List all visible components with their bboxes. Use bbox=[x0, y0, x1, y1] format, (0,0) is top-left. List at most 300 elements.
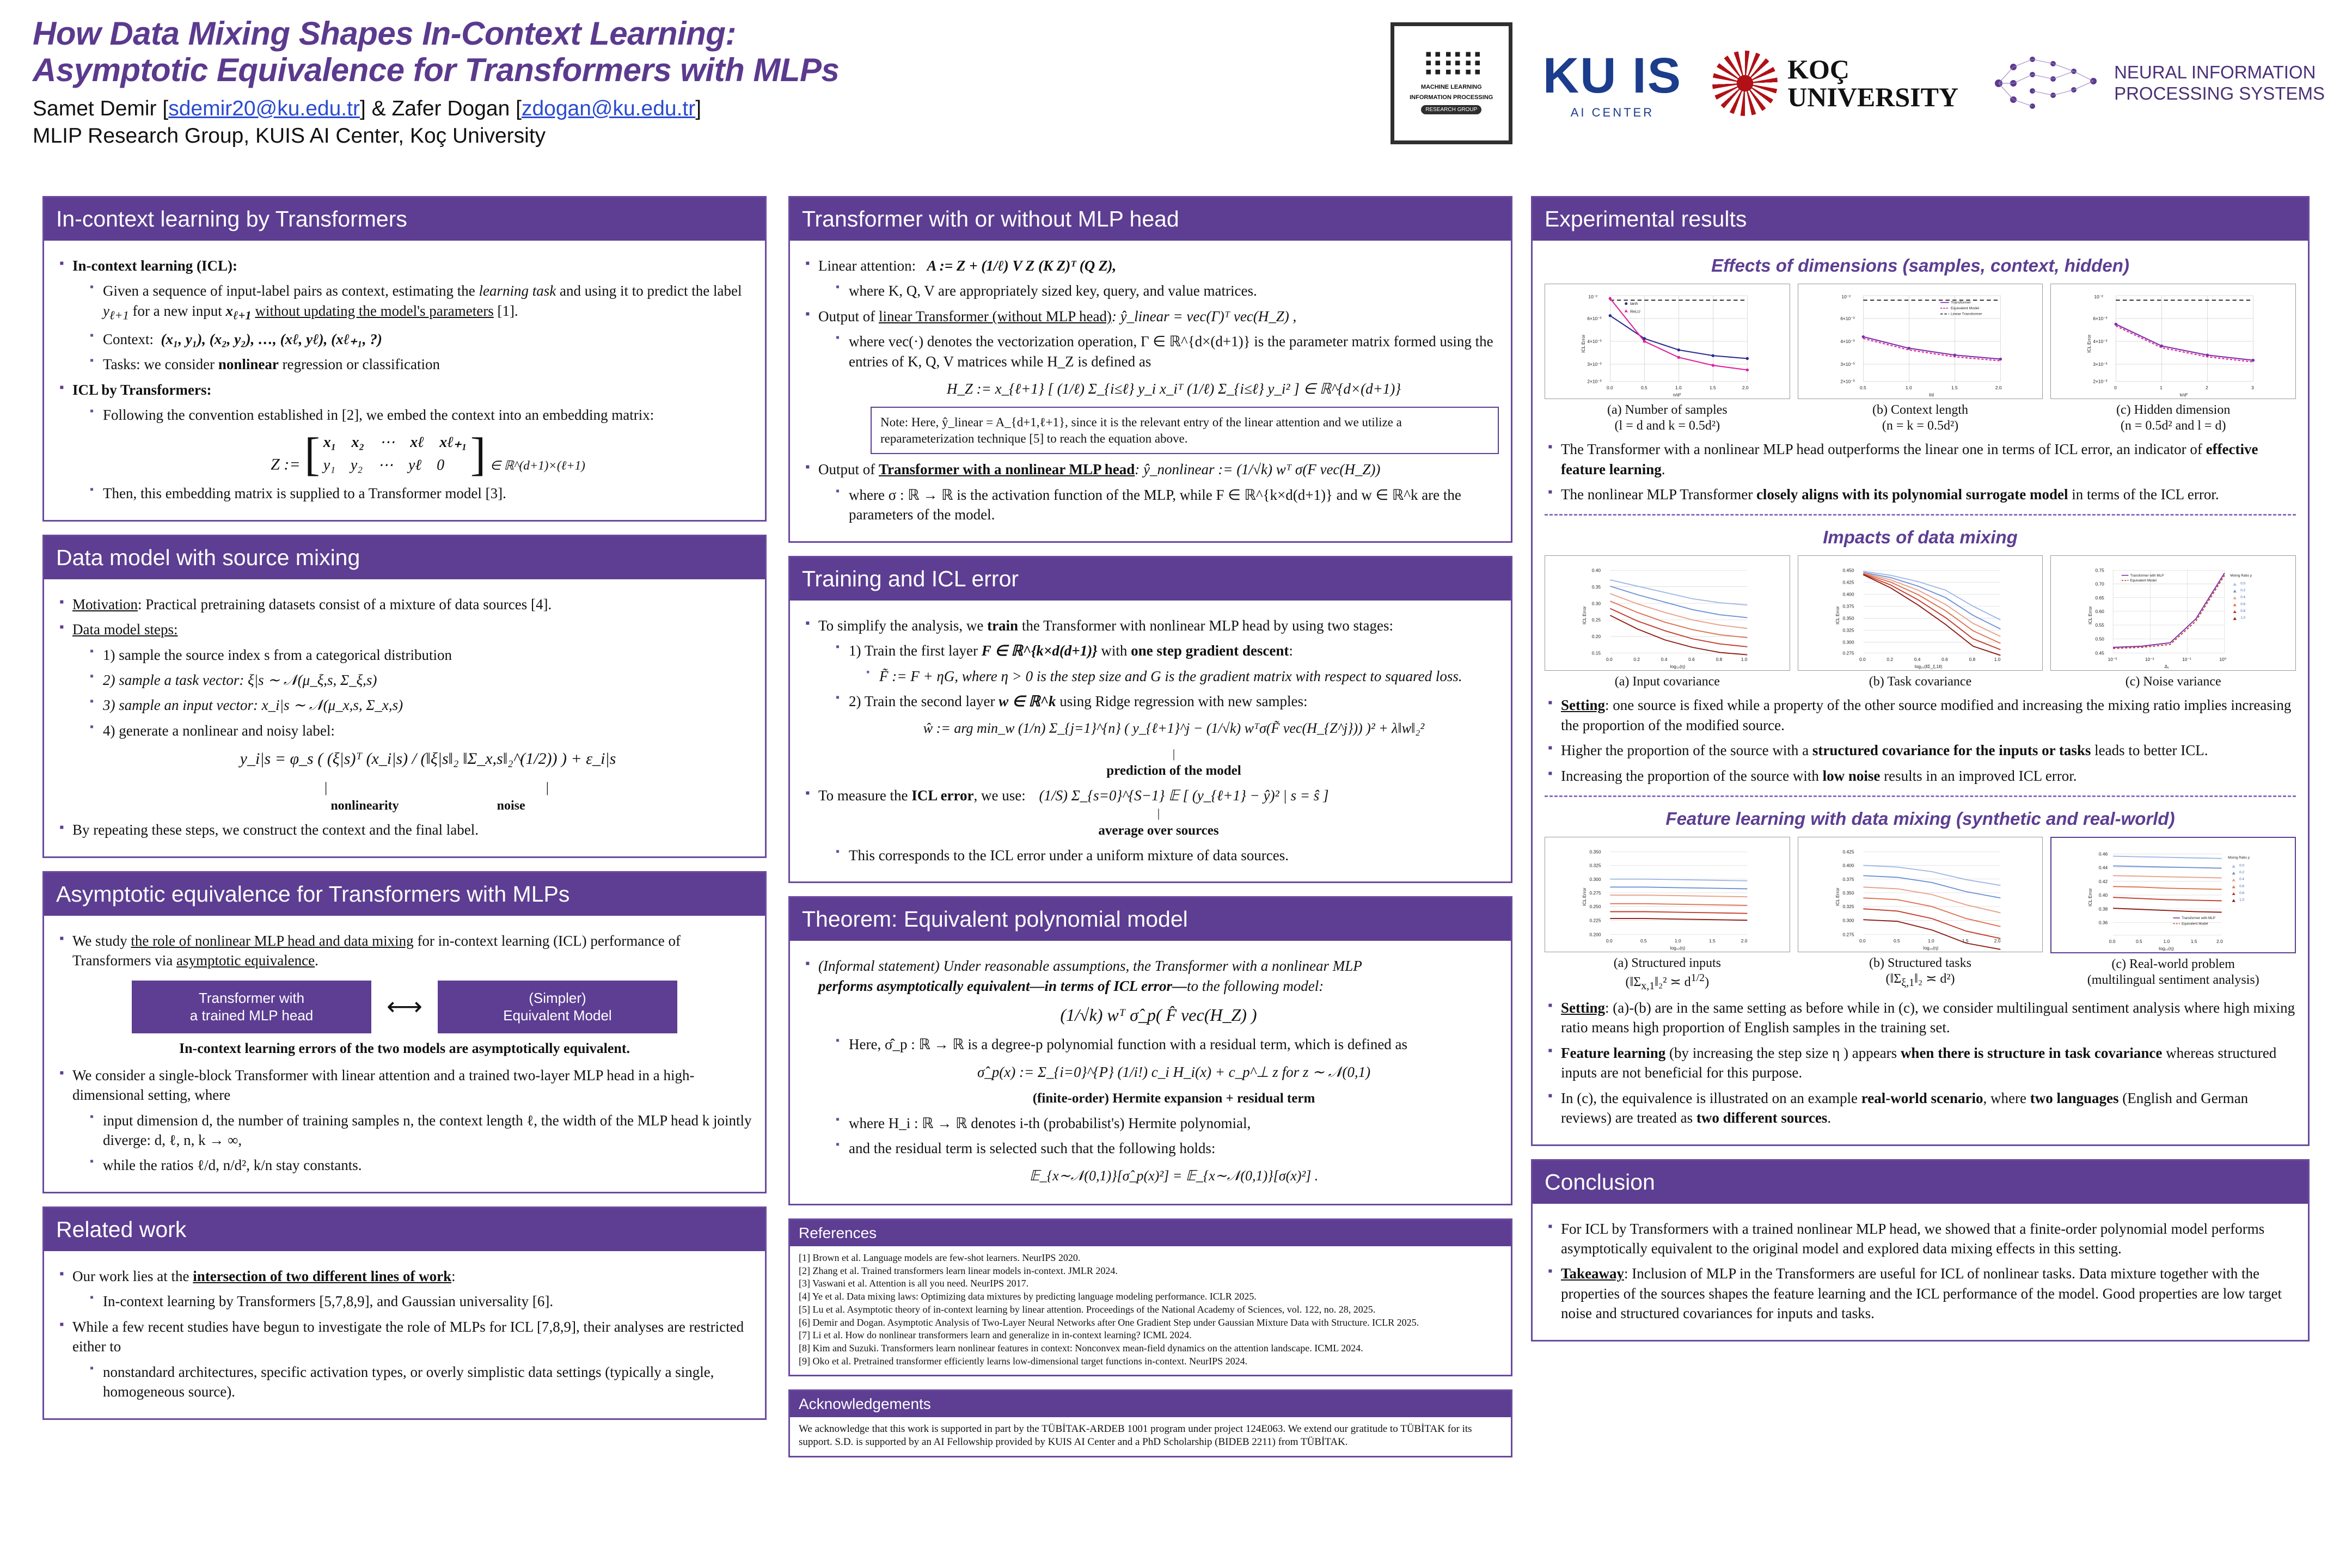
mlip-logo-line1: MACHINE LEARNING bbox=[1420, 83, 1482, 90]
svg-text:n/d²: n/d² bbox=[1673, 391, 1681, 397]
as-b1-mid: for in-context learning (ICL) performance of Transformers via bbox=[72, 932, 681, 969]
svg-text:0.375: 0.375 bbox=[1842, 876, 1854, 882]
th-eq3: 𝔼_{x∼𝒩(0,1)}[σ̂_p(x)²] = 𝔼_{x∼𝒩(0,1)}[σ(x)²] . bbox=[1029, 1167, 1319, 1184]
svg-text:3×10⁻³: 3×10⁻³ bbox=[1840, 361, 1855, 367]
svg-text:0.44: 0.44 bbox=[2099, 865, 2108, 871]
svg-text:0.5: 0.5 bbox=[1893, 938, 1900, 944]
svg-text:1.0: 1.0 bbox=[1905, 384, 1912, 390]
icl-b1a-mid: and using it to predict the label bbox=[556, 283, 742, 299]
svg-text:10⁻³: 10⁻³ bbox=[2108, 657, 2117, 663]
svg-text:0.0: 0.0 bbox=[1859, 938, 1866, 944]
fig1-title: Effects of dimensions (samples, context, hidden) bbox=[1711, 255, 2129, 275]
dm-b1: : Practical pretraining datasets consist of a mixture of data sources [4]. bbox=[138, 596, 552, 612]
ex-f2b2-bd: structured covariance for the inputs or tasks bbox=[1812, 742, 2091, 759]
tn-b2-pre: To measure the bbox=[818, 787, 912, 804]
rw-b1-pre: Our work lies at the bbox=[72, 1267, 193, 1284]
list-item bbox=[802, 460, 1499, 524]
svg-text:1.5: 1.5 bbox=[1951, 384, 1958, 390]
svg-text:6×10⁻³: 6×10⁻³ bbox=[1587, 315, 1602, 321]
dm-brace: | | bbox=[306, 779, 550, 795]
svg-text:ICL Error: ICL Error bbox=[1581, 334, 1587, 353]
list-item bbox=[56, 1317, 753, 1402]
matrix-lhs: Z := bbox=[271, 455, 301, 474]
list-item bbox=[802, 616, 1499, 780]
list-item bbox=[56, 931, 753, 971]
dm-annot-right: noise bbox=[497, 798, 525, 813]
chart-fig2b bbox=[1798, 555, 2043, 671]
ack-text: We acknowledge that this work is supported in part by the TÜBİTAK-ARDEB 1001 program under project 124E063. We extend our gratitude to TÜBİTAK for its support. S.D. is supported by an AI Fellowship provided by KUIS AI Center and a PhD Scholarship (BIDEB 2211) from TÜBİTAK. bbox=[799, 1423, 1472, 1448]
tr-b2-pre: Output of bbox=[818, 308, 879, 324]
as-b1-u: the role of nonlinear MLP head and data mixing bbox=[131, 932, 414, 949]
icl-b1: In-context learning (ICL): bbox=[72, 258, 237, 274]
svg-text:2.0: 2.0 bbox=[1742, 384, 1749, 390]
panel-conclusion bbox=[1531, 1159, 2310, 1342]
list-item: ▪ Given a sequence of input-label pairs as context, estimating the learning task and using it to predict the label $y_{\ell+1}$ for a new input $x_{\ell+1}$ without updating the model's parameters [1]. bbox=[87, 281, 753, 323]
svg-text:3×10⁻³: 3×10⁻³ bbox=[2093, 361, 2108, 367]
list-item bbox=[832, 332, 1499, 454]
svg-text:0.4: 0.4 bbox=[2239, 877, 2245, 881]
fig3b-wrap bbox=[1798, 837, 2043, 993]
svg-text:0.38: 0.38 bbox=[2099, 905, 2108, 911]
svg-text:0.46: 0.46 bbox=[2099, 851, 2108, 857]
list-item bbox=[87, 670, 753, 690]
author1-email-link[interactable]: sdemir20@ku.edu.tr bbox=[168, 97, 360, 121]
svg-text:0.15: 0.15 bbox=[1591, 650, 1601, 656]
list-item bbox=[832, 485, 1499, 525]
list-item bbox=[832, 281, 1499, 301]
th-hermite-label: (finite-order) Hermite expansion + residual term bbox=[1032, 1091, 1315, 1106]
ex-f3b3-bd2: two languages bbox=[2030, 1089, 2119, 1106]
panel-asymptotic bbox=[42, 871, 767, 1193]
koc-logo-text bbox=[1787, 56, 1958, 111]
icl-tasks-post: regression or classification bbox=[278, 356, 440, 373]
tn-s2-eq: ŵ := arg min_w (1/n) Σ_{j=1}^{n} ( y_{ℓ+1}^j − (1/√k) wᵀσ(F̃ vec(H_{Z^j})) )² + λ‖w‖₂² bbox=[923, 720, 1425, 737]
svg-text:4×10⁻³: 4×10⁻³ bbox=[2093, 338, 2108, 344]
affiliation: MLIP Research Group, KUIS AI Center, Koç University bbox=[33, 124, 546, 148]
tr-b2-u: linear Transformer (without MLP head) bbox=[879, 308, 1112, 324]
fig2a-wrap bbox=[1545, 555, 1790, 690]
svg-text:0.20: 0.20 bbox=[1591, 634, 1601, 640]
panel-theorem-body bbox=[790, 941, 1511, 1204]
dm-b3: By repeating these steps, we construct the context and the final label. bbox=[72, 822, 479, 838]
tn-pred-label: prediction of the model bbox=[1106, 763, 1241, 779]
svg-text:0.325: 0.325 bbox=[1842, 627, 1854, 633]
svg-text:0: 0 bbox=[2114, 384, 2117, 390]
poster-header bbox=[33, 15, 2325, 173]
tn-s1-pre: 1) Train the first layer bbox=[849, 642, 982, 659]
svg-text:0.8: 0.8 bbox=[2239, 891, 2245, 895]
svg-text:0.0: 0.0 bbox=[2239, 863, 2245, 867]
matrix-dim: ∈ ℝ^(d+1)×(ℓ+1) bbox=[489, 458, 585, 473]
panel-transformer-title: Transformer with or without MLP head bbox=[790, 198, 1511, 241]
panel-conclusion-body bbox=[1533, 1204, 2308, 1340]
svg-text:0.350: 0.350 bbox=[1842, 890, 1854, 896]
dm-b2-u: Data model steps: bbox=[72, 621, 178, 638]
fig3a-wrap bbox=[1545, 837, 1790, 993]
th-b1-it: (Informal statement) bbox=[818, 958, 940, 975]
list-item bbox=[832, 691, 1499, 780]
svg-text:0.8: 0.8 bbox=[1716, 657, 1723, 663]
tr-b2a: where vec(·) denotes the vectorization operation, Γ ∈ ℝ^{d×(d+1)} is the parameter matrix formed using the entries of K, Q, V matrices while H_Z is defined as bbox=[849, 333, 1493, 370]
fig3-title: Feature learning with data mixing (synthetic and real-world) bbox=[1665, 808, 2175, 829]
tr-b3-u: Transformer with a nonlinear MLP head bbox=[879, 461, 1135, 478]
svg-text:2.0: 2.0 bbox=[1994, 938, 2001, 944]
svg-text:1: 1 bbox=[2160, 384, 2163, 390]
reference-item: [2] Zhang et al. Trained transformers learn linear models in-context. JMLR 2024. bbox=[799, 1265, 1118, 1276]
dm-annot-left: nonlinearity bbox=[330, 798, 399, 813]
fig1b-caption: (b) Context length (n = k = 0.5d²) bbox=[1872, 402, 1968, 433]
rw-b2a: nonstandard architectures, specific activation types, or overly simplistic data settings (typically a single, homogeneous source). bbox=[103, 1363, 714, 1400]
tn-s2-pre: 2) Train the second layer bbox=[849, 693, 999, 710]
list-item bbox=[802, 256, 1499, 301]
list-item bbox=[56, 620, 753, 814]
svg-text:1.5: 1.5 bbox=[1962, 938, 1969, 944]
list-item bbox=[56, 595, 753, 614]
panel-references-title: References bbox=[790, 1220, 1511, 1246]
panel-data-model-title: Data model with source mixing bbox=[44, 536, 765, 579]
fig2a-caption: (a) Input covariance bbox=[1614, 674, 1720, 689]
tn-avg-label: average over sources bbox=[1098, 823, 1219, 838]
list-item bbox=[87, 695, 753, 715]
svg-text:4×10⁻³: 4×10⁻³ bbox=[1840, 338, 1855, 344]
th-b2: Here, σ̂_p : ℝ → ℝ is a degree-p polynomial function with a residual term, which is defined as bbox=[849, 1036, 1408, 1053]
as-b1-u2: asymptotic equivalence bbox=[176, 952, 315, 969]
tr-b3a: where σ : ℝ → ℝ is the activation function of the MLP, while F ∈ ℝ^{k×d(d+1)} and w ∈ ℝ^k are the parameters of the model. bbox=[849, 486, 1461, 523]
svg-text:0.275: 0.275 bbox=[1842, 932, 1854, 938]
tn-s1-post: with bbox=[1097, 642, 1131, 659]
svg-text:0.8: 0.8 bbox=[2240, 609, 2246, 613]
ex-f2b3-end: results in an improved ICL error. bbox=[1880, 767, 2077, 784]
fig2c-wrap bbox=[2050, 555, 2296, 690]
svg-text:0.225: 0.225 bbox=[1589, 917, 1601, 923]
chart-fig1a bbox=[1545, 284, 1790, 399]
list-item bbox=[56, 820, 753, 840]
tr-b2-eq: : ŷ_linear = vec(Γ)ᵀ vec(H_Z) , bbox=[1111, 308, 1297, 324]
svg-text:1.0: 1.0 bbox=[1741, 657, 1748, 663]
icl-b1a-pre: Given a sequence of input-label pairs as context, estimating the bbox=[103, 283, 479, 299]
svg-text:0.60: 0.60 bbox=[2095, 608, 2105, 614]
fig2b-wrap bbox=[1798, 555, 2043, 690]
cc-b2-bd: Takeaway bbox=[1561, 1265, 1625, 1282]
list-item bbox=[87, 329, 753, 349]
ex-f3b2-bd2: when there is structure in task covariance bbox=[1900, 1044, 2163, 1061]
list-item bbox=[87, 721, 753, 814]
list-item bbox=[863, 666, 1499, 686]
svg-text:0.275: 0.275 bbox=[1589, 890, 1601, 896]
svg-text:k/d²: k/d² bbox=[2180, 391, 2188, 397]
tn-b1-bd: train bbox=[987, 617, 1019, 634]
equiv-left-line1: Transformer with bbox=[198, 989, 305, 1006]
double-arrow-icon: ⟷ bbox=[387, 993, 422, 1021]
authors-prefix: Samet Demir [ bbox=[33, 97, 169, 121]
tn-s1-eq: F̃ := F + ηG, where η > 0 is the step size and G is the gradient matrix with respect to squared loss. bbox=[879, 667, 1462, 684]
fig1b-wrap bbox=[1798, 284, 2043, 434]
list-item bbox=[1545, 1088, 2296, 1128]
svg-text:1.0: 1.0 bbox=[2163, 938, 2170, 944]
tn-b1-pre: To simplify the analysis, we bbox=[818, 617, 988, 634]
panel-experimental-body bbox=[1533, 241, 2308, 1144]
svg-text:0.2: 0.2 bbox=[1886, 657, 1893, 663]
svg-text:tanh: tanh bbox=[1630, 301, 1638, 306]
svg-text:0.2: 0.2 bbox=[2240, 589, 2246, 593]
svg-text:Equivalent Model: Equivalent Model bbox=[2130, 579, 2157, 583]
ex-f3b2-bd: Feature learning bbox=[1561, 1044, 1666, 1061]
fig3b-caption: (b) Structured tasks ($‖\Sigma_{\xi,1}‖_2$ ≍ d²) bbox=[1869, 955, 1971, 989]
mlip-logo-line2: INFORMATION PROCESSING bbox=[1410, 94, 1493, 101]
panel-training bbox=[788, 556, 1512, 884]
list-item bbox=[1545, 1264, 2296, 1323]
svg-text:0.40: 0.40 bbox=[1591, 567, 1601, 573]
svg-text:0.450: 0.450 bbox=[1842, 567, 1854, 573]
ex-f1b1-end: . bbox=[1661, 461, 1665, 477]
ex-f2b2-pre: Higher the proportion of the source with a bbox=[1561, 742, 1812, 759]
ex-f3b1: : (a)-(b) are in the same setting as before while in (c), we consider multilingual sentiment analysis where high mixing ratio means high proportion of English samples in the training set. bbox=[1561, 999, 2295, 1036]
svg-text:0.4: 0.4 bbox=[1661, 657, 1668, 663]
dm-annot-row bbox=[103, 797, 753, 814]
svg-text:ICL Error: ICL Error bbox=[2087, 887, 2093, 906]
equivalence-diagram bbox=[56, 981, 753, 1033]
kuis-logo bbox=[1543, 47, 1682, 120]
fig3c-caption: (c) Real-world problem (multilingual sentiment analysis) bbox=[2087, 957, 2259, 987]
th-b1: Under reasonable assumptions, the Transformer with a nonlinear MLP bbox=[939, 958, 1362, 975]
list-item bbox=[56, 1266, 753, 1312]
panel-asymptotic-body bbox=[44, 916, 765, 1192]
svg-text:0.325: 0.325 bbox=[1589, 862, 1601, 868]
neurips-line1: NEURAL INFORMATION bbox=[2114, 62, 2316, 83]
svg-text:0.42: 0.42 bbox=[2099, 878, 2108, 884]
neurips-network-icon bbox=[1989, 51, 2103, 116]
svg-text:0.250: 0.250 bbox=[1589, 903, 1601, 909]
panel-icl-body bbox=[44, 241, 765, 520]
panel-conclusion-title: Conclusion bbox=[1533, 1161, 2308, 1204]
fig2-row bbox=[1545, 555, 2296, 690]
svg-text:6×10⁻³: 6×10⁻³ bbox=[2093, 315, 2108, 321]
mlip-logo bbox=[1391, 22, 1512, 144]
svg-text:log₁₀(‖Σ_ξ,1‖): log₁₀(‖Σ_ξ,1‖) bbox=[1914, 663, 1943, 669]
column-right bbox=[1531, 196, 2310, 1355]
fig2c-caption: (c) Noise variance bbox=[2125, 674, 2221, 689]
svg-text:0.5: 0.5 bbox=[2136, 938, 2143, 944]
reference-item: [3] Vaswani et al. Attention is all you need. NeurIPS 2017. bbox=[799, 1278, 1029, 1289]
svg-text:ICL Error: ICL Error bbox=[1834, 606, 1840, 624]
as-b2b: while the ratios ℓ/d, n/d², k/n stay constants. bbox=[103, 1157, 362, 1174]
th-eq1: (1/√k) wᵀ σ̂_p( F̂ vec(H_Z) ) bbox=[1060, 1005, 1257, 1025]
svg-text:Mixing Ratio ρ: Mixing Ratio ρ bbox=[2228, 855, 2250, 860]
tn-s1-math: F ∈ ℝ^{k×d(d+1)} bbox=[981, 642, 1098, 659]
ex-f1b1-bd: effective feature learning bbox=[1561, 441, 2258, 477]
icl-tasks-pre: Tasks: we consider bbox=[103, 356, 218, 373]
panel-transformer-body bbox=[790, 241, 1511, 541]
list-item bbox=[832, 1034, 1499, 1108]
panel-references bbox=[788, 1218, 1512, 1376]
equivalence-box-left bbox=[132, 981, 371, 1033]
svg-text:0.75: 0.75 bbox=[2095, 567, 2105, 573]
mlip-dots-icon: ⠿⠿⠿ bbox=[1422, 48, 1481, 84]
ex-f3b3-bd3: two different sources bbox=[1696, 1110, 1828, 1126]
svg-text:0.0: 0.0 bbox=[1606, 657, 1613, 663]
svg-text:0.4: 0.4 bbox=[1914, 657, 1921, 663]
authors-suffix: ] bbox=[695, 97, 702, 121]
panel-acknowledgements bbox=[788, 1389, 1512, 1457]
svg-text:0.5: 0.5 bbox=[1641, 384, 1647, 390]
svg-text:1.5: 1.5 bbox=[2191, 938, 2197, 944]
svg-text:3×10⁻³: 3×10⁻³ bbox=[1587, 361, 1602, 367]
th-eq2: σ̂_p(x) := Σ_{i=0}^{P} (1/i!) c_i H_i(x) + c_p^⊥ z for z ∼ 𝒩(0,1) bbox=[977, 1063, 1371, 1080]
svg-text:0.300: 0.300 bbox=[1842, 917, 1854, 923]
svg-text:2×10⁻³: 2×10⁻³ bbox=[1587, 378, 1602, 384]
svg-text:1.0: 1.0 bbox=[1674, 938, 1681, 944]
svg-text:0.6: 0.6 bbox=[2240, 602, 2246, 607]
list-item bbox=[1545, 485, 2296, 504]
svg-text:0.0: 0.0 bbox=[2240, 581, 2246, 586]
ex-f2b3-pre: Increasing the proportion of the source with bbox=[1561, 767, 1823, 784]
chart-fig2a bbox=[1545, 555, 1790, 671]
tn-avg-brace: | bbox=[1157, 806, 1160, 820]
svg-text:0.275: 0.275 bbox=[1842, 650, 1854, 656]
author2-email-link[interactable]: zdogan@ku.edu.tr bbox=[521, 97, 696, 121]
list-item bbox=[832, 1113, 1499, 1133]
th-b1-bd: performs asymptotically equivalent—in terms of ICL error— bbox=[818, 977, 1187, 994]
svg-text:4×10⁻³: 4×10⁻³ bbox=[1587, 338, 1602, 344]
list-item bbox=[802, 956, 1499, 1185]
list-item bbox=[56, 1065, 753, 1175]
svg-text:0.300: 0.300 bbox=[1589, 876, 1601, 882]
list-item: ▪ 1) Train the first layer F ∈ ℝ^{k×d(d+1)} with one step gradient descent: ▪ F̃ := F + ηG, where η > 0 is the step size and G is the gradient matrix with respect to squared loss. bbox=[832, 641, 1499, 686]
panel-training-title: Training and ICL error bbox=[790, 558, 1511, 601]
divider-2 bbox=[1545, 795, 2296, 797]
svg-text:10⁻²: 10⁻² bbox=[2094, 293, 2104, 299]
dm-s4: 4) generate a nonlinear and noisy label: bbox=[103, 722, 335, 739]
list-item bbox=[802, 307, 1499, 455]
ex-f3b3-mid: , where bbox=[1983, 1089, 2030, 1106]
dm-s2: 2) sample a task vector: ξ|s ∼ 𝒩(μ_ξ,s, Σ_ξ,s) bbox=[103, 672, 377, 689]
fig3a-caption: (a) Structured inputs ($‖\Sigma_{x,1}‖_2^2$ ≍ $d^{1/2}$) bbox=[1613, 955, 1721, 992]
svg-text:ICL Error: ICL Error bbox=[2087, 606, 2093, 624]
svg-text:0.35: 0.35 bbox=[1591, 584, 1601, 590]
icl-b1a-it: learning task bbox=[479, 283, 556, 299]
title-line-1: How Data Mixing Shapes In-Context Learning: bbox=[33, 15, 736, 52]
svg-text:10⁻²: 10⁻² bbox=[2145, 657, 2154, 663]
panel-transformer bbox=[788, 196, 1512, 543]
list-item bbox=[87, 1291, 753, 1311]
svg-text:0.8: 0.8 bbox=[1969, 657, 1975, 663]
svg-text:0.6: 0.6 bbox=[1688, 657, 1695, 663]
tn-pred-brace: | bbox=[1172, 746, 1175, 761]
as-b1-end: . bbox=[315, 952, 318, 969]
svg-text:ICL Error: ICL Error bbox=[2086, 334, 2092, 353]
reference-item: [8] Kim and Suzuki. Transformers learn nonlinear features in context: Nonconvex mean-field dynamics on the attention landscape. ICML 2024. bbox=[799, 1343, 1363, 1354]
svg-text:2×10⁻³: 2×10⁻³ bbox=[1840, 378, 1855, 384]
panel-experimental bbox=[1531, 196, 2310, 1146]
icl-b1a-mid2: for a new input bbox=[128, 302, 226, 319]
fig1a-wrap bbox=[1545, 284, 1790, 434]
icl-embedding-matrix: Z := [ x₁ x₂ ⋯ xℓ xℓ₊₁ y₁ y₂ ⋯ yℓ 0 ] ∈ ℝ^(d+1)×(ℓ+1) bbox=[271, 427, 585, 480]
ex-f3b3-bd: real-world scenario bbox=[1861, 1089, 1983, 1106]
ex-f1b1-pre: The Transformer with a nonlinear MLP head outperforms the linear one in terms of ICL error, an indicator of bbox=[1561, 441, 2206, 458]
ex-f1b2-pre: The nonlinear MLP Transformer bbox=[1561, 486, 1756, 503]
svg-text:2: 2 bbox=[2206, 384, 2209, 390]
svg-text:1.0: 1.0 bbox=[2239, 898, 2245, 902]
kuis-logo-sub: AI CENTER bbox=[1570, 105, 1655, 119]
cc-b1: For ICL by Transformers with a trained nonlinear MLP head, we showed that a finite-order polynomial model performs asymptotically equivalent to the original model and explored data mixing effects in this setting. bbox=[1561, 1220, 2265, 1257]
rw-b1-end: : bbox=[451, 1267, 456, 1284]
svg-text:0.25: 0.25 bbox=[1591, 617, 1601, 623]
list-item bbox=[1545, 695, 2296, 735]
panel-asymptotic-title: Asymptotic equivalence for Transformers with MLPs bbox=[44, 873, 765, 916]
neurips-logo bbox=[1989, 51, 2325, 116]
svg-text:0.0: 0.0 bbox=[1859, 657, 1866, 663]
panel-icl bbox=[42, 196, 767, 522]
chart-fig1c bbox=[2050, 284, 2296, 399]
panel-theorem-title: Theorem: Equivalent polynomial model bbox=[790, 898, 1511, 941]
svg-text:0.350: 0.350 bbox=[1589, 848, 1601, 854]
as-b2: We consider a single-block Transformer with linear attention and a trained two-layer MLP head in a high-dimensional setting, where bbox=[72, 1067, 695, 1104]
svg-text:Equivalent Model: Equivalent Model bbox=[1950, 306, 1979, 310]
panel-related-title: Related work bbox=[44, 1208, 765, 1251]
ex-f2b2-end: leads to better ICL. bbox=[2091, 742, 2208, 759]
rw-b1a: In-context learning by Transformers [5,7,8,9], and Gaussian universality [6]. bbox=[103, 1293, 554, 1310]
svg-text:10⁻²: 10⁻² bbox=[1588, 293, 1597, 299]
ex-f1b2-end: in terms of the ICL error. bbox=[2068, 486, 2219, 503]
svg-text:0.350: 0.350 bbox=[1842, 615, 1854, 621]
svg-text:Δ₁: Δ₁ bbox=[2164, 663, 2170, 669]
svg-text:l/d: l/d bbox=[1928, 391, 1934, 397]
equiv-left-line2: a trained MLP head bbox=[189, 1007, 314, 1024]
svg-text:1.0: 1.0 bbox=[2240, 616, 2246, 620]
svg-text:0.0: 0.0 bbox=[1607, 384, 1613, 390]
svg-text:ICL Error: ICL Error bbox=[1582, 606, 1588, 624]
logo-row bbox=[1391, 15, 2325, 151]
equiv-right-line2: Equivalent Model bbox=[503, 1007, 612, 1024]
tr-b3-eq: : ŷ_nonlinear := (1/√k) wᵀ σ(F vec(H_Z)) bbox=[1135, 461, 1381, 478]
svg-text:0.6: 0.6 bbox=[1941, 657, 1948, 663]
rw-b2: While a few recent studies have begun to investigate the role of MLPs for ICL [7,8,9], their analyses are restricted either to bbox=[72, 1318, 744, 1355]
svg-text:Transformer with MLP: Transformer with MLP bbox=[2130, 573, 2164, 578]
neurips-logo-text bbox=[2114, 62, 2325, 105]
list-item bbox=[1545, 1043, 2296, 1083]
svg-text:Transformer: Transformer bbox=[1950, 301, 1971, 305]
svg-text:Equivalent Model: Equivalent Model bbox=[2182, 922, 2208, 926]
svg-text:0.425: 0.425 bbox=[1842, 579, 1854, 585]
svg-text:0.375: 0.375 bbox=[1842, 603, 1854, 609]
fig3c-wrap bbox=[2050, 837, 2296, 993]
panel-experimental-title: Experimental results bbox=[1533, 198, 2308, 241]
svg-text:10⁻¹: 10⁻¹ bbox=[2182, 657, 2192, 663]
panel-ack-title: Acknowledgements bbox=[790, 1391, 1511, 1417]
svg-text:1.5: 1.5 bbox=[1710, 384, 1716, 390]
dm-s1: 1) sample the source index s from a categorical distribution bbox=[103, 646, 452, 663]
divider-1 bbox=[1545, 514, 2296, 516]
svg-text:log₁₀(η): log₁₀(η) bbox=[2159, 945, 2175, 951]
ex-f3b3-end: . bbox=[1827, 1110, 1832, 1126]
chart-fig3c bbox=[2050, 837, 2296, 953]
list-item bbox=[832, 846, 1499, 865]
fig2-title: Impacts of data mixing bbox=[1823, 527, 2018, 548]
ex-f2b1-bd: Setting bbox=[1561, 697, 1605, 714]
chart-fig2c bbox=[2050, 555, 2296, 671]
list-item bbox=[87, 1362, 753, 1402]
list-item bbox=[87, 405, 753, 480]
ex-f3b1-bd: Setting bbox=[1561, 999, 1605, 1016]
reference-item: [4] Ye et al. Data mixing laws: Optimizing data mixtures by predicting language modeling performance. ICLR 2025. bbox=[799, 1291, 1257, 1302]
koc-logo bbox=[1712, 51, 1958, 116]
svg-text:Transformer with MLP: Transformer with MLP bbox=[2182, 916, 2216, 920]
fig1c-wrap bbox=[2050, 284, 2296, 434]
ex-f3b2-pre: (by increasing the step size η ) appears bbox=[1665, 1044, 1901, 1061]
svg-text:log₁₀(η): log₁₀(η) bbox=[1923, 945, 1938, 951]
tn-b3: This corresponds to the ICL error under a uniform mixture of data sources. bbox=[849, 847, 1289, 863]
ex-f3b2-end: whereas structured inputs are not beneficial for this purpose. bbox=[1561, 1044, 2277, 1081]
